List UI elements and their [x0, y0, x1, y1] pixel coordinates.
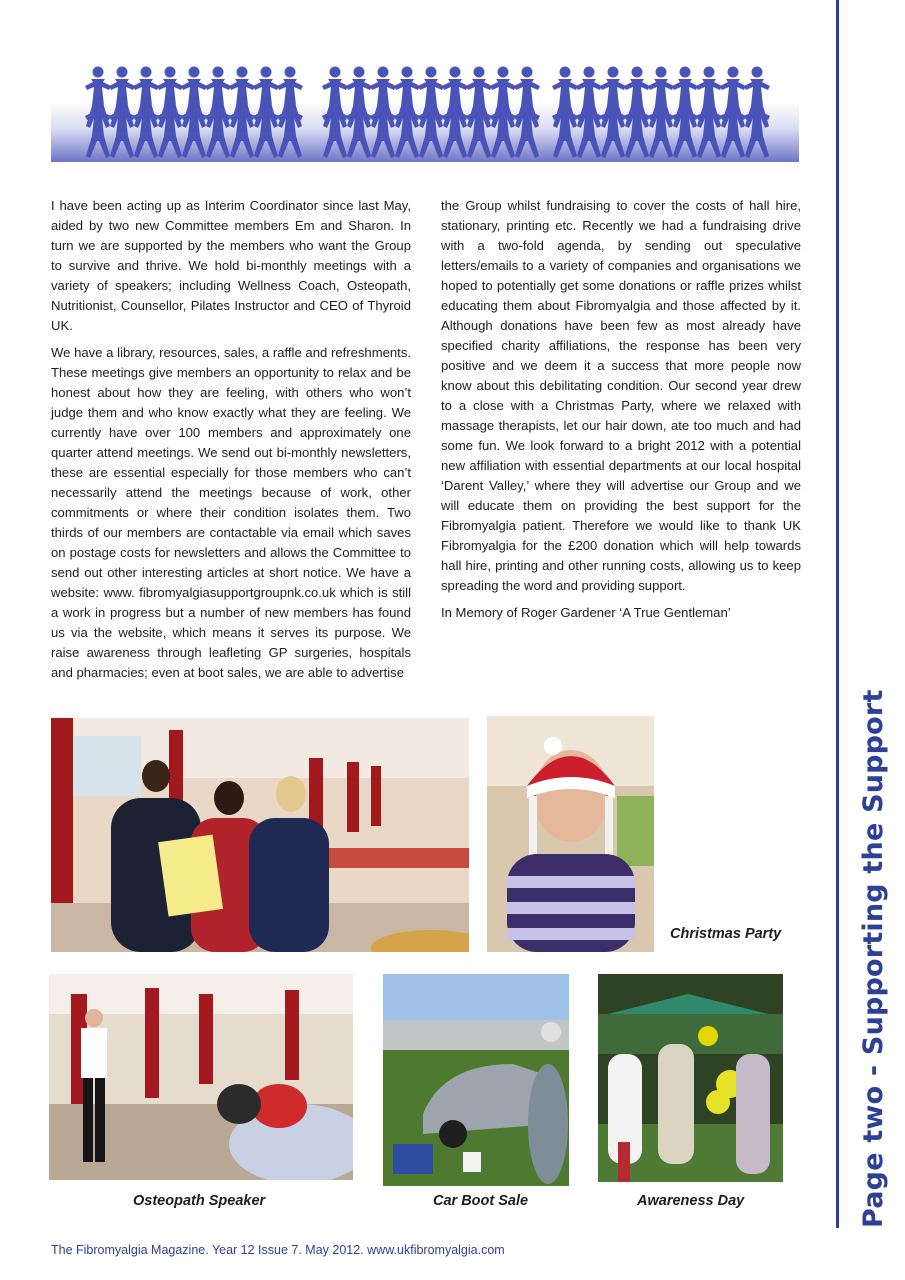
photo-car-boot-sale	[383, 974, 569, 1186]
caption-christmas-party: Christmas Party	[670, 926, 782, 942]
caption-car-boot-sale: Car Boot Sale	[433, 1193, 529, 1209]
caption-osteopath-speaker: Osteopath Speaker	[133, 1193, 266, 1209]
article-column-2	[441, 196, 801, 630]
paper-chain-banner	[51, 62, 799, 162]
article-column-1	[51, 196, 411, 690]
page-footer: The Fibromyalgia Magazine. Year 12 Issue 7. May 2012. www.ukfibromyalgia.com	[51, 1243, 505, 1257]
paragraph: I have been acting up as Interim Coordinator since last May, aided by two new Committee members Em and Sharon. In turn we are supported by the members who want the Group to survive and thrive. We hold bi-monthly meetings with a variety of speakers; including Wellness Coach, Osteopath, Nutritionist, Counsellor, Pilates Instructor and CEO of Thyroid UK.	[51, 198, 411, 333]
paragraph: the Group whilst fundraising to cover the costs of hall hire, stationary, printing etc. Recently we had a fundraising drive with a two-fold agenda, by sending out speculative letters/emails to a variety of companies and organisations we hoped to potentially get some donations or raffle prizes whilst educating them about Fibromyalgia and those affected by it. Although donations have been few as most already have specified charity affiliations, the response has been very positive and we deem it a success that more people now know about this debilitating condition. Our second year drew to a close with a Christmas Party, where we relaxed with massage therapists, let our hair down, ate too much and had some fun. We look forward to a bright 2012 with a potential new affiliation with essential departments at our local hospital ‘Darent Valley,’ where they will advertise our Group and we will educate them on providing the best support for the Fibromyalgia patient. Therefore we would like to thank UK Fibromyalgia for the £200 donation which will help towards hall hire, printing and other running costs, allowing us to keep spreading the word and providing support.	[441, 198, 801, 593]
photo-awareness-day	[598, 974, 783, 1182]
photo-santa-hat-man	[487, 716, 654, 952]
paragraph: In Memory of Roger Gardener ‘A True Gentleman’	[441, 605, 731, 620]
paragraph: We have a library, resources, sales, a raffle and refreshments. These meetings give members an opportunity to relax and be honest about how they are feeling, with others who won’t judge them and who know exactly what they are feeling. We currently have over 100 members and approximately one quarter attend meetings. We send out bi-monthly newsletters, these are essential especially for those members who can’t necessarily attend the meetings because of work, other commitments or where their condition isolates them. Two thirds of our members are contactable via email which saves on postage costs for newsletters and allows the Committee to send out other interesting articles at short notice. We have a website: www. fibromyalgiasupportgroupnk.co.uk which is still a work in progress but a number of new members has found us via the website, which means it serves its purpose. We raise awareness through leafleting GP surgeries, hospitals and pharmacies; even at boot sales, we are able to advertise	[51, 345, 411, 680]
caption-awareness-day: Awareness Day	[637, 1193, 745, 1209]
sidebar-divider-line	[836, 0, 839, 1228]
section-title-vertical: Page two - Supporting the Support	[858, 689, 889, 1228]
photo-christmas-party-group	[51, 718, 469, 952]
paper-figure-row	[85, 67, 770, 159]
photo-osteopath-speaker	[49, 974, 353, 1180]
